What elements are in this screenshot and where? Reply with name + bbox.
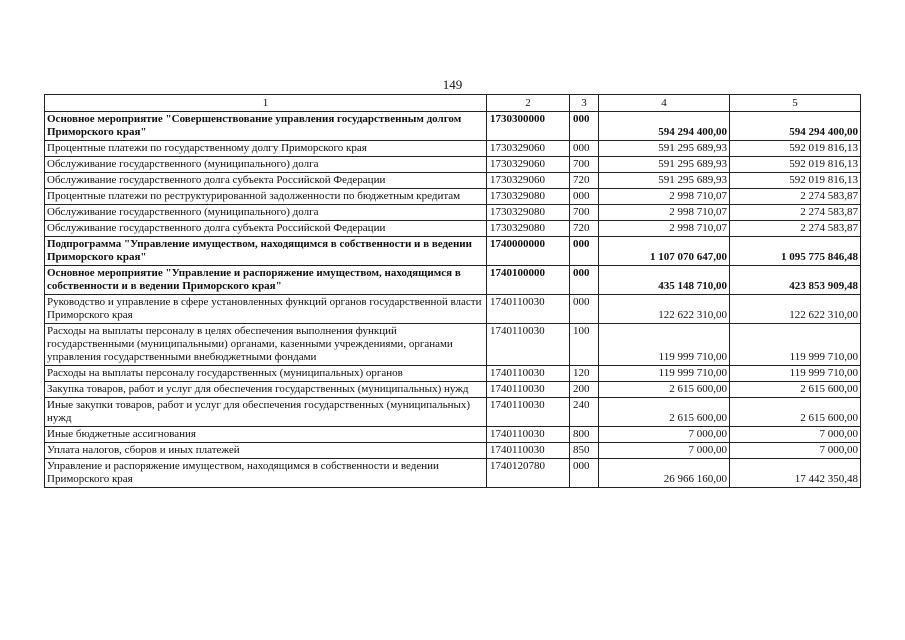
table-row xyxy=(45,295,861,324)
row-sum1-cell: 122 622 310,00 xyxy=(599,295,730,324)
row-name-cell: Расходы на выплаты персоналу государственных (муниципальных) органов xyxy=(45,366,487,382)
row-name-cell: Руководство и управление в сфере установленных функций органов государственной власти Приморского края xyxy=(45,295,487,324)
row-vr-cell: 000 xyxy=(570,459,599,488)
row-vr-cell: 240 xyxy=(570,398,599,427)
table-row xyxy=(45,141,861,157)
row-name-cell: Подпрограмма "Управление имуществом, находящимся в собственности и в ведении Приморского края" xyxy=(45,237,487,266)
row-sum2-cell: 592 019 816,13 xyxy=(730,157,861,173)
row-name-cell: Расходы на выплаты персоналу в целях обеспечения выполнения функций государственными (муниципальными) органами, казенными учреждениями, органами управления государственными внебюджетными фондами xyxy=(45,324,487,366)
row-sum1-cell: 119 999 710,00 xyxy=(599,324,730,366)
row-sum2-cell: 2 274 583,87 xyxy=(730,189,861,205)
row-csr-cell: 1730300000 xyxy=(487,112,570,141)
row-vr-cell: 000 xyxy=(570,189,599,205)
table-row xyxy=(45,366,861,382)
row-sum1-cell: 7 000,00 xyxy=(599,427,730,443)
budget-table xyxy=(44,94,861,488)
row-vr-cell: 120 xyxy=(570,366,599,382)
row-name-cell: Закупка товаров, работ и услуг для обеспечения государственных (муниципальных) нужд xyxy=(45,382,487,398)
table-row xyxy=(45,382,861,398)
column-header-csr: 2 xyxy=(487,95,570,112)
row-name-cell: Обслуживание государственного долга субъекта Российской Федерации xyxy=(45,221,487,237)
row-sum1-cell: 594 294 400,00 xyxy=(599,112,730,141)
row-name-cell: Основное мероприятие "Совершенствование управления государственным долгом Приморского края" xyxy=(45,112,487,141)
row-sum2-cell: 122 622 310,00 xyxy=(730,295,861,324)
row-vr-cell: 720 xyxy=(570,173,599,189)
row-sum2-cell: 1 095 775 846,48 xyxy=(730,237,861,266)
row-name-cell: Уплата налогов, сборов и иных платежей xyxy=(45,443,487,459)
table-row xyxy=(45,221,861,237)
row-sum2-cell: 2 615 600,00 xyxy=(730,398,861,427)
row-sum1-cell: 2 998 710,07 xyxy=(599,221,730,237)
table-row xyxy=(45,112,861,141)
table-row xyxy=(45,173,861,189)
row-name-cell: Обслуживание государственного (муниципального) долга xyxy=(45,205,487,221)
table-row xyxy=(45,266,861,295)
table-row xyxy=(45,237,861,266)
table-row xyxy=(45,459,861,488)
row-csr-cell: 1740110030 xyxy=(487,427,570,443)
row-name-cell: Иные бюджетные ассигнования xyxy=(45,427,487,443)
row-vr-cell: 800 xyxy=(570,427,599,443)
row-csr-cell: 1740100000 xyxy=(487,266,570,295)
row-csr-cell: 1730329080 xyxy=(487,221,570,237)
row-sum2-cell: 7 000,00 xyxy=(730,443,861,459)
row-csr-cell: 1730329060 xyxy=(487,173,570,189)
row-csr-cell: 1730329060 xyxy=(487,157,570,173)
row-sum1-cell: 26 966 160,00 xyxy=(599,459,730,488)
row-sum1-cell: 7 000,00 xyxy=(599,443,730,459)
row-sum2-cell: 594 294 400,00 xyxy=(730,112,861,141)
row-vr-cell: 000 xyxy=(570,141,599,157)
row-csr-cell: 1740110030 xyxy=(487,366,570,382)
row-name-cell: Обслуживание государственного долга субъекта Российской Федерации xyxy=(45,173,487,189)
row-sum1-cell: 591 295 689,93 xyxy=(599,157,730,173)
row-sum1-cell: 119 999 710,00 xyxy=(599,366,730,382)
row-csr-cell: 1740110030 xyxy=(487,398,570,427)
row-vr-cell: 000 xyxy=(570,112,599,141)
row-sum1-cell: 591 295 689,93 xyxy=(599,141,730,157)
row-csr-cell: 1730329060 xyxy=(487,141,570,157)
row-csr-cell: 1740110030 xyxy=(487,324,570,366)
row-sum2-cell: 7 000,00 xyxy=(730,427,861,443)
row-csr-cell: 1730329080 xyxy=(487,205,570,221)
table-row xyxy=(45,189,861,205)
row-csr-cell: 1740110030 xyxy=(487,382,570,398)
row-vr-cell: 000 xyxy=(570,295,599,324)
row-sum2-cell: 592 019 816,13 xyxy=(730,141,861,157)
row-vr-cell: 700 xyxy=(570,157,599,173)
row-name-cell: Процентные платежи по государственному долгу Приморского края xyxy=(45,141,487,157)
row-name-cell: Основное мероприятие "Управление и распоряжение имуществом, находящимся в собственности и в ведении Приморского края" xyxy=(45,266,487,295)
table-row xyxy=(45,205,861,221)
row-sum1-cell: 2 998 710,07 xyxy=(599,189,730,205)
row-vr-cell: 100 xyxy=(570,324,599,366)
row-name-cell: Обслуживание государственного (муниципального) долга xyxy=(45,157,487,173)
row-sum1-cell: 435 148 710,00 xyxy=(599,266,730,295)
row-sum2-cell: 423 853 909,48 xyxy=(730,266,861,295)
row-csr-cell: 1740110030 xyxy=(487,295,570,324)
row-sum2-cell: 119 999 710,00 xyxy=(730,324,861,366)
row-sum2-cell: 2 615 600,00 xyxy=(730,382,861,398)
row-sum2-cell: 119 999 710,00 xyxy=(730,366,861,382)
row-name-cell: Процентные платежи по реструктурированной задолженности по бюджетным кредитам xyxy=(45,189,487,205)
row-sum1-cell: 2 615 600,00 xyxy=(599,398,730,427)
table-row xyxy=(45,324,861,366)
row-csr-cell: 1740110030 xyxy=(487,443,570,459)
row-vr-cell: 000 xyxy=(570,266,599,295)
row-name-cell: Иные закупки товаров, работ и услуг для обеспечения государственных (муниципальных) нужд xyxy=(45,398,487,427)
table-row xyxy=(45,398,861,427)
table-header-row xyxy=(45,95,861,112)
row-sum2-cell: 2 274 583,87 xyxy=(730,205,861,221)
row-vr-cell: 700 xyxy=(570,205,599,221)
column-header-sum1: 4 xyxy=(599,95,730,112)
table-row xyxy=(45,427,861,443)
row-sum2-cell: 17 442 350,48 xyxy=(730,459,861,488)
row-csr-cell: 1740120780 xyxy=(487,459,570,488)
row-csr-cell: 1730329080 xyxy=(487,189,570,205)
table-row xyxy=(45,443,861,459)
table-row xyxy=(45,157,861,173)
row-sum2-cell: 592 019 816,13 xyxy=(730,173,861,189)
row-sum2-cell: 2 274 583,87 xyxy=(730,221,861,237)
page-number: 149 xyxy=(442,77,463,92)
column-header-name: 1 xyxy=(45,95,487,112)
row-vr-cell: 000 xyxy=(570,237,599,266)
row-vr-cell: 720 xyxy=(570,221,599,237)
row-sum1-cell: 2 998 710,07 xyxy=(599,205,730,221)
row-name-cell: Управление и распоряжение имуществом, находящимся в собственности и ведении Приморского края xyxy=(45,459,487,488)
row-vr-cell: 200 xyxy=(570,382,599,398)
column-header-sum2: 5 xyxy=(730,95,861,112)
row-vr-cell: 850 xyxy=(570,443,599,459)
row-sum1-cell: 1 107 070 647,00 xyxy=(599,237,730,266)
row-sum1-cell: 591 295 689,93 xyxy=(599,173,730,189)
column-header-vr: 3 xyxy=(570,95,599,112)
row-sum1-cell: 2 615 600,00 xyxy=(599,382,730,398)
row-csr-cell: 1740000000 xyxy=(487,237,570,266)
